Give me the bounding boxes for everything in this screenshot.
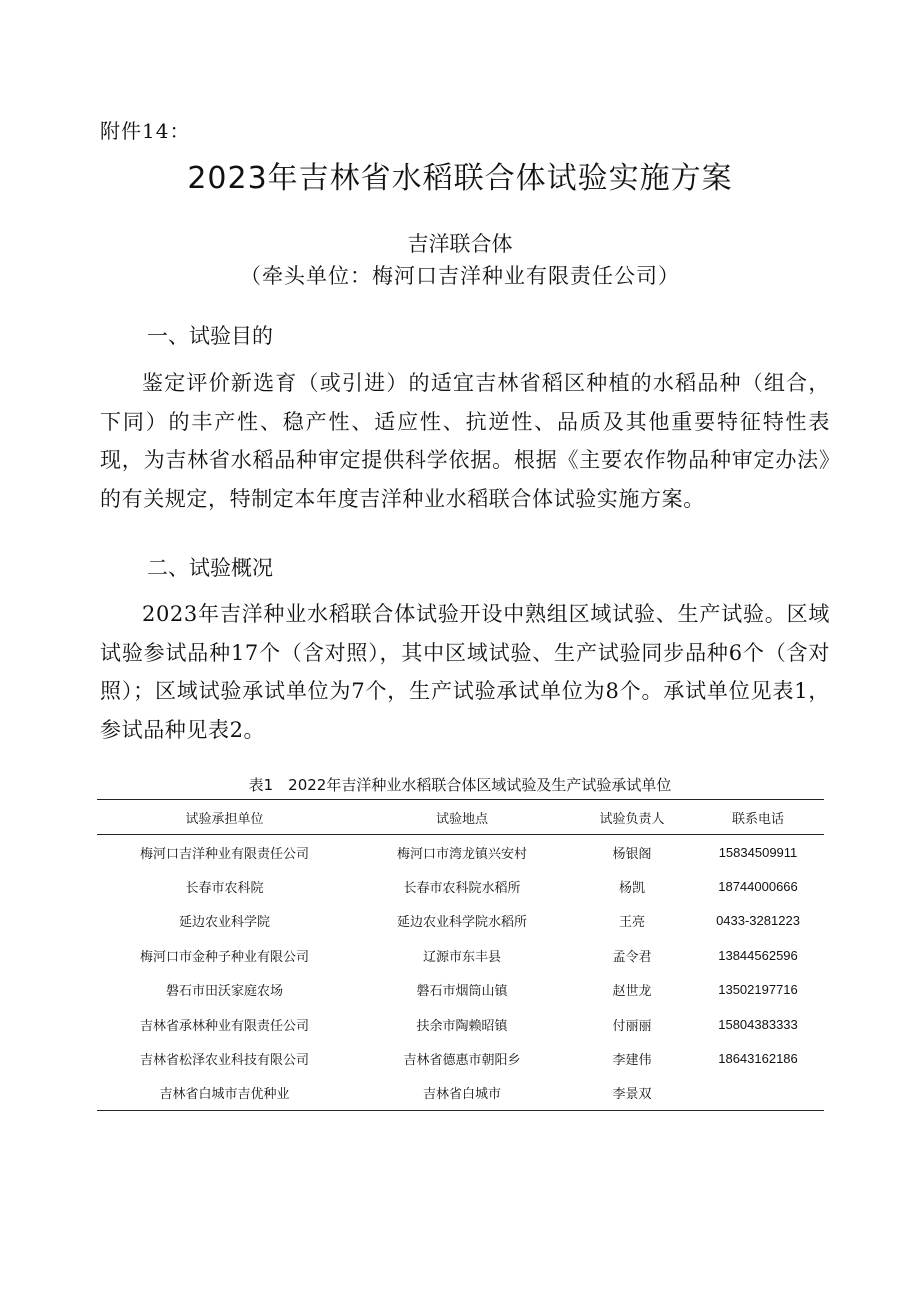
cell-unit: 梅河口吉洋种业有限责任公司 — [139, 846, 309, 862]
section-heading-purpose: 一、试验目的 — [147, 324, 273, 348]
section-heading-overview: 二、试验概况 — [147, 556, 273, 580]
cell-unit: 吉林省白城市吉优种业 — [97, 1076, 352, 1111]
cell-phone: 18643162186 — [718, 1051, 798, 1067]
cell-phone: 15804383333 — [718, 1016, 798, 1032]
cell-person: 杨银阁 — [612, 846, 652, 862]
attachment-label: 附件14： — [100, 119, 191, 143]
cell-location: 吉林省白城市 — [352, 1076, 572, 1111]
cell-person: 付丽丽 — [612, 1018, 652, 1034]
table-header-row — [97, 800, 824, 835]
document-title: 2023年吉林省水稻联合体试验实施方案 — [187, 161, 733, 196]
cell-location: 辽源市东丰县 — [422, 949, 501, 965]
section-paragraph-overview: 2023年吉洋种业水稻联合体试验开设中熟组区域试验、生产试验。区域试验参试品种17个（含对照），其中区域试验、生产试验同步品种6个（含对照）；区域试验承试单位为7个，生产试验承试单位为8个。承试单位见表1，参试品种见表2。 — [100, 602, 830, 743]
cell-phone: 13844562596 — [718, 947, 798, 963]
cell-unit: 磐石市田沃家庭农场 — [165, 984, 283, 1000]
cell-location: 扶余市陶赖昭镇 — [416, 1018, 508, 1034]
header-person: 试验负责人 — [572, 800, 692, 835]
table-row — [97, 1076, 824, 1111]
cell-phone: 13502197716 — [718, 982, 798, 998]
header-location: 试验地点 — [352, 800, 572, 835]
table-row — [97, 1007, 824, 1041]
cell-unit: 长春市农科院 — [185, 881, 264, 897]
test-units-table — [97, 799, 824, 1111]
cell-phone — [692, 1076, 824, 1111]
cell-unit: 吉林省松泽农业科技有限公司 — [139, 1053, 309, 1069]
cell-phone: 18744000666 — [718, 879, 798, 895]
table-row — [97, 835, 824, 870]
section-paragraph-purpose: 鉴定评价新选育（或引进）的适宜吉林省稻区种植的水稻品种（组合，下同）的丰产性、稳产性、适应性、抗逆性、品质及其他重要特征特性表现，为吉林省水稻品种审定提供科学依据。根据《主要农作物品种审定办法》的有关规定，特制定本年度吉洋种业水稻联合体试验实施方案。 — [100, 371, 830, 512]
table-row — [97, 904, 824, 938]
table-row — [97, 973, 824, 1007]
organization-name: 吉洋联合体 — [407, 232, 513, 256]
cell-person: 杨凯 — [618, 881, 645, 897]
cell-unit: 梅河口市金种子种业有限公司 — [139, 949, 309, 965]
cell-person: 李景双 — [572, 1076, 692, 1111]
cell-unit: 吉林省承林种业有限责任公司 — [139, 1018, 309, 1034]
cell-location: 吉林省德惠市朝阳乡 — [403, 1053, 521, 1069]
cell-phone: 0433-3281223 — [716, 913, 800, 929]
cell-location: 梅河口市湾龙镇兴安村 — [396, 846, 527, 862]
cell-unit: 延边农业科学院 — [178, 915, 270, 931]
cell-person: 赵世龙 — [612, 984, 652, 1000]
cell-location: 磐石市烟筒山镇 — [416, 984, 508, 1000]
cell-location: 延边农业科学院水稻所 — [396, 915, 527, 931]
header-phone: 联系电话 — [692, 800, 824, 835]
header-unit: 试验承担单位 — [97, 800, 352, 835]
table-row — [97, 1041, 824, 1075]
cell-person: 孟令君 — [612, 949, 652, 965]
table-row — [97, 869, 824, 903]
cell-person: 王亮 — [618, 915, 645, 931]
cell-person: 李建伟 — [612, 1053, 652, 1069]
cell-location: 长春市农科院水稻所 — [403, 881, 521, 897]
table-caption: 表1 2022年吉洋种业水稻联合体区域试验及生产试验承试单位 — [248, 776, 672, 794]
table-row — [97, 938, 824, 972]
lead-unit: （牵头单位：梅河口吉洋种业有限责任公司） — [240, 264, 680, 288]
cell-phone: 15834509911 — [718, 844, 798, 860]
